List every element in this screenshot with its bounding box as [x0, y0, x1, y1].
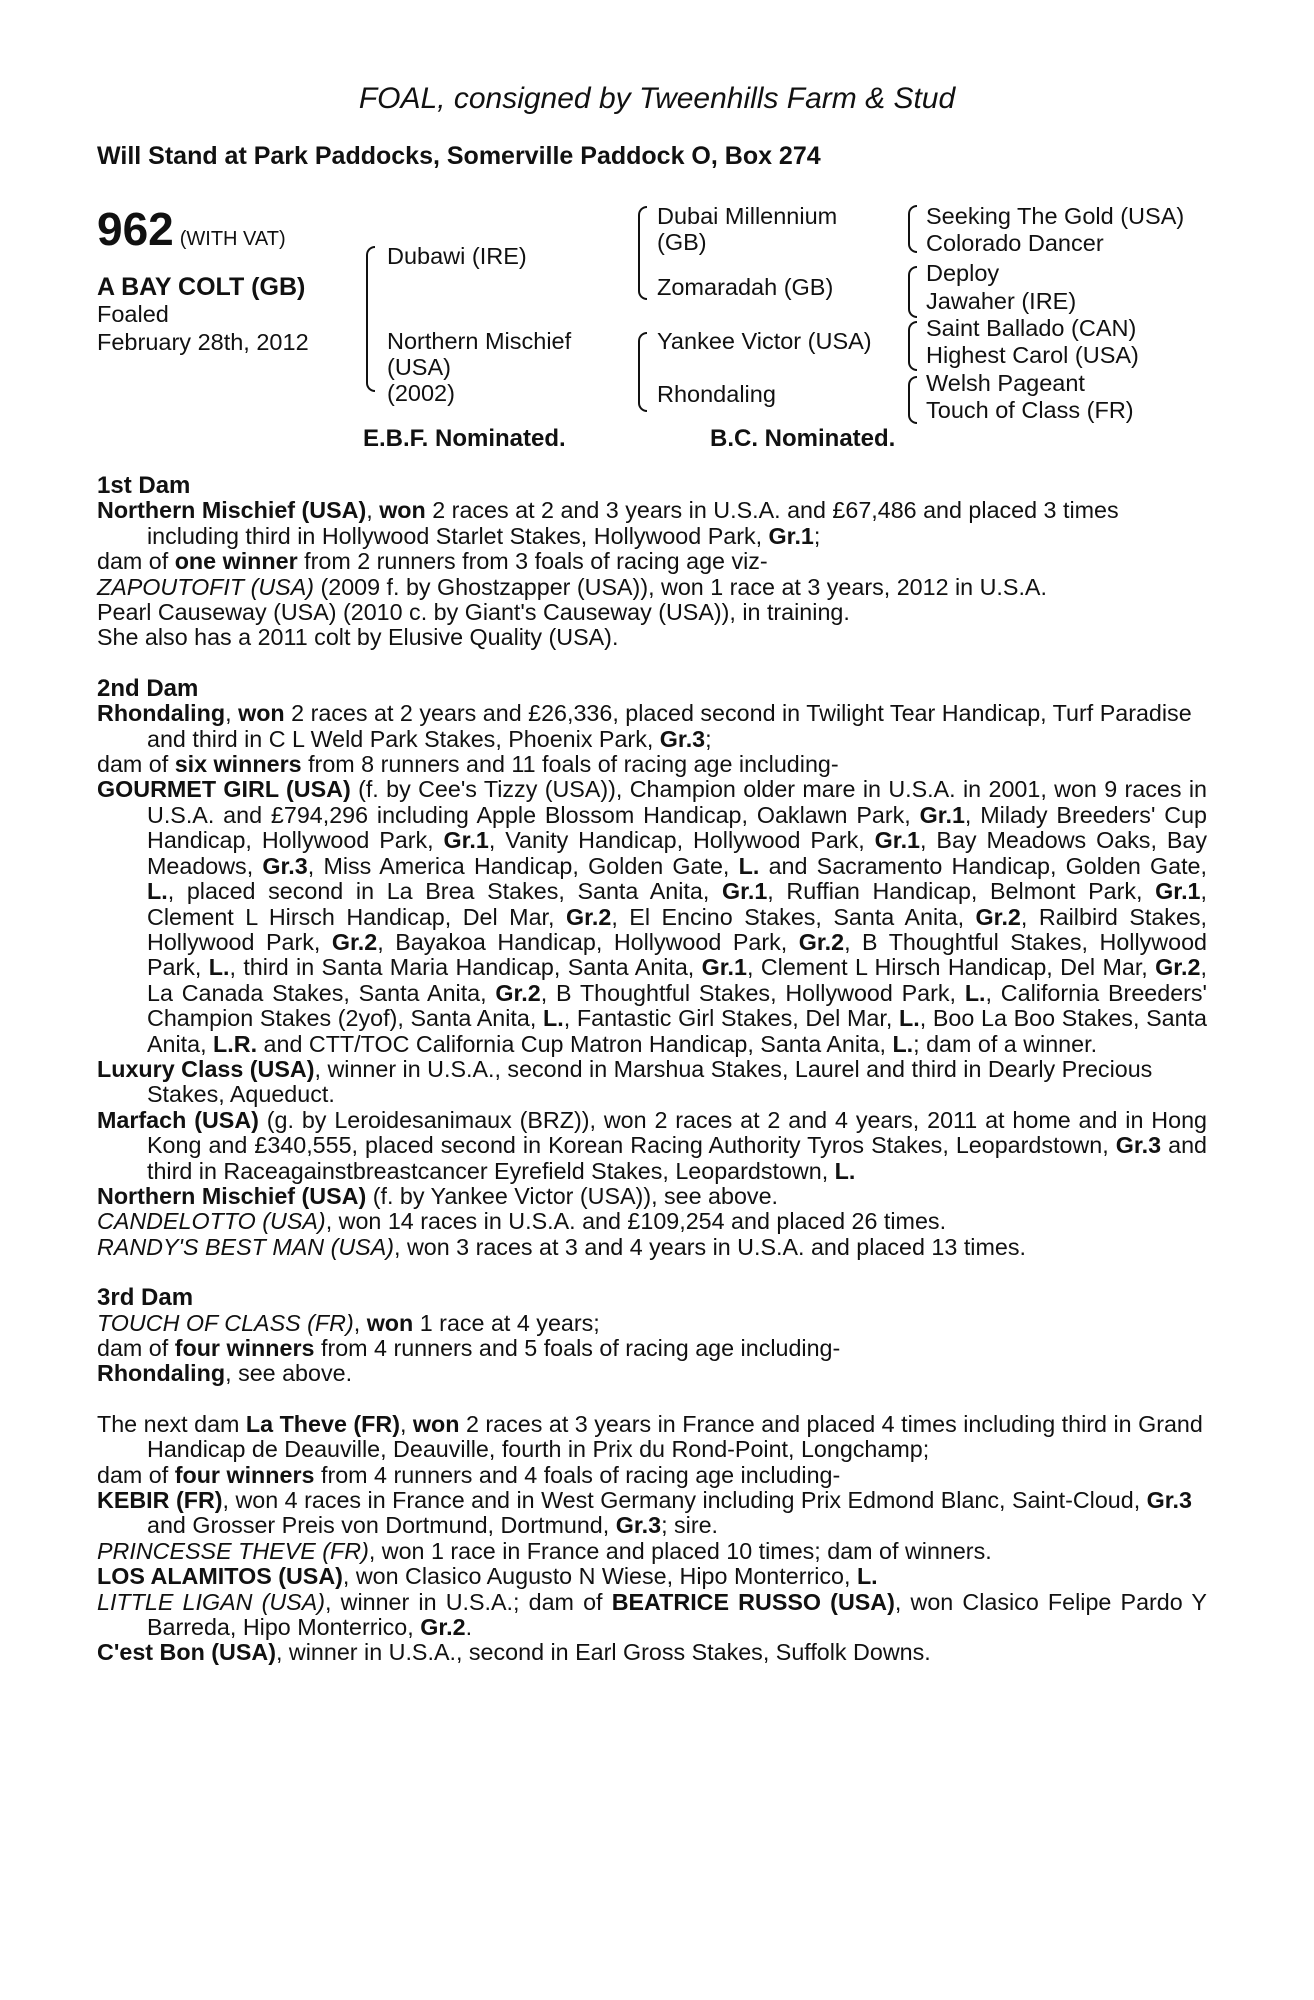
- second-dam-produce-summary: dam of six winners from 8 runners and 11 foals of racing age including-: [97, 751, 839, 778]
- third-dam-entry: TOUCH OF CLASS (FR), won 1 race at 4 years;: [97, 1309, 600, 1336]
- produce-randys-best-man: RANDY'S BEST MAN (USA), won 3 races at 3 and 4 years in U.S.A. and placed 13 times.: [97, 1233, 1026, 1260]
- first-dam-note: She also has a 2011 colt by Elusive Quality (USA).: [97, 624, 619, 651]
- produce-los-alamitos: LOS ALAMITOS (USA), won Clasico Augusto N Wiese, Hipo Monterrico, L.: [97, 1563, 878, 1590]
- pedigree-g5: Saint Ballado (CAN): [926, 315, 1137, 341]
- pedigree-sire: Dubawi (IRE): [387, 243, 527, 269]
- second-dam-heading: 2nd Dam: [97, 674, 199, 702]
- next-dam-entry: The next dam La Theve (FR), won 2 races at 3 years in France and placed 4 times including third in Grand Handicap de Deauville, Deauville, fourth in Prix du Rond-Point, Longchamp;: [97, 1410, 1203, 1463]
- pedigree-brace-g4: [908, 376, 917, 424]
- ebf-nominated: E.B.F. Nominated.: [363, 425, 566, 452]
- produce-gourmet-girl: GOURMET GIRL (USA) (f. by Cee's Tizzy (USA)), Champion older mare in U.S.A. in 2001, won 9 races in U.S.A. and £794,296 including Apple Blossom Handicap, Oaklawn Park, Gr.1, Milady Breeders' Cup Handicap, Hollywood Park, Gr.1, Vanity Handicap, Hollywood Park, Gr.1, Bay Meadows Oaks, Bay Meadows, Gr.3, Miss America Handicap, Golden Gate, L. and Sacramento Handicap, Golden Gate, L., placed second in La Brea Stakes, Santa Anita, Gr.1, Ruffian Handicap, Belmont Park, Gr.1, Clement L Hirsch Handicap, Del Mar, Gr.2, El Encino Stakes, Santa Anita, Gr.2, Railbird Stakes, Hollywood Park, Gr.2, Bayakoa Handicap, Hollywood Park, Gr.2, B Thoughtful Stakes, Hollywood Park, L., third in Santa Maria Handicap, Santa Anita, Gr.1, Clement L Hirsch Handicap, Del Mar, Gr.2, La Canada Stakes, Santa Anita, Gr.2, B Thoughtful Stakes, Hollywood Park, L., California Breeders' Champion Stakes (2yof), Santa Anita, L., Fantastic Girl Stakes, Del Mar, L., Boo La Boo Stakes, Santa Anita, L.R. and CTT/TOC California Cup Matron Handicap, Santa Anita, L.; dam of a winner.: [97, 776, 1208, 1057]
- pedigree-dam-name: Northern Mischief: [387, 328, 572, 354]
- vat-note: (WITH VAT): [179, 228, 286, 250]
- pedigree-brace-dam: [638, 332, 647, 412]
- produce-pearl-causeway: Pearl Causeway (USA) (2010 c. by Giant's Causeway (USA)), in training.: [97, 599, 850, 626]
- first-dam-heading: 1st Dam: [97, 472, 191, 499]
- pedigree-brace-g3: [908, 321, 917, 371]
- pedigree-sire-sire-country: (GB): [657, 229, 707, 255]
- pedigree-g4: Jawaher (IRE): [926, 288, 1077, 314]
- first-dam-produce-summary: dam of one winner from 2 runners from 3 foals of racing age viz-: [97, 548, 768, 575]
- pedigree-sire-dam: Zomaradah (GB): [657, 274, 834, 300]
- produce-marfach: Marfach (USA) (g. by Leroidesanimaux (BRZ)), won 2 races at 2 and 4 years, 2011 at home and in Hong Kong and £340,555, placed second in Korean Racing Authority Tyros Stakes, Leopardstown, Gr.3 and third in Raceagainstbreastcancer Eyrefield Stakes, Leopardstown, L.: [97, 1106, 1207, 1184]
- pedigree-dam-country: (USA): [387, 354, 451, 380]
- produce-zapoutofit: ZAPOUTOFIT (USA) (2009 f. by Ghostzapper (USA)), won 1 race at 3 years, 2012 in U.S.A.: [97, 573, 1047, 600]
- pedigree-dam-year: (2002): [387, 380, 455, 406]
- pedigree-sire-sire: [657, 203, 837, 255]
- pedigree-sire-sire-name: Dubai Millennium: [657, 203, 838, 229]
- consignor-heading: FOAL, consigned by Tweenhills Farm & Stud: [358, 82, 956, 115]
- produce-northern-mischief: Northern Mischief (USA) (f. by Yankee Victor (USA)), see above.: [97, 1182, 779, 1209]
- pedigree-g1: Seeking The Gold (USA): [926, 203, 1185, 229]
- pedigree-g7: Welsh Pageant: [926, 370, 1085, 396]
- foaled-info: [97, 300, 309, 356]
- produce-cest-bon: C'est Bon (USA), winner in U.S.A., second in Earl Gross Stakes, Suffolk Downs.: [97, 1639, 931, 1666]
- foaled-label: Foaled: [97, 301, 169, 327]
- pedigree-g8: Touch of Class (FR): [926, 397, 1134, 423]
- catalogue-body: [97, 473, 1207, 1666]
- pedigree-brace-g2: [908, 266, 917, 318]
- pedigree-dam: [387, 328, 571, 406]
- third-dam-heading: 3rd Dam: [97, 1284, 194, 1312]
- stand-location: Will Stand at Park Paddocks, Somerville Paddock O, Box 274: [97, 142, 821, 170]
- pedigree-brace-sire: [638, 206, 647, 300]
- second-dam-entry: Rhondaling, won 2 races at 2 years and £26,336, placed second in Twilight Tear Handicap, Turf Paradise and third in C L Weld Park Stakes, Phoenix Park, Gr.3;: [97, 700, 1192, 752]
- pedigree-dam-sire: Yankee Victor (USA): [657, 328, 872, 354]
- pedigree-dam-dam: Rhondaling: [657, 381, 776, 407]
- next-dam-produce-summary: dam of four winners from 4 runners and 4 foals of racing age including-: [97, 1461, 841, 1488]
- pedigree-brace-main: [366, 246, 375, 392]
- first-dam-entry: Northern Mischief (USA), won 2 races at 2 and 3 years in U.S.A. and £67,486 and placed 3 times including third in Hollywood Starlet Stakes, Hollywood Park, Gr.1;: [97, 497, 1119, 549]
- produce-princesse-theve: PRINCESSE THEVE (FR), won 1 race in France and placed 10 times; dam of winners.: [97, 1537, 992, 1564]
- bc-nominated: B.C. Nominated.: [710, 425, 896, 452]
- produce-kebir: KEBIR (FR), won 4 races in France and in West Germany including Prix Edmond Blanc, Saint-Cloud, Gr.3 and Grosser Preis von Dortmund, Dortmund, Gr.3; sire.: [97, 1487, 1192, 1539]
- produce-luxury-class: Luxury Class (USA), winner in U.S.A., second in Marshua Stakes, Laurel and third in Dearly Precious Stakes, Aqueduct.: [97, 1055, 1153, 1108]
- foaled-date: February 28th, 2012: [97, 329, 309, 355]
- third-dam-produce-summary: dam of four winners from 4 runners and 5 foals of racing age including-: [97, 1335, 841, 1361]
- produce-little-ligan: LITTLE LIGAN (USA), winner in U.S.A.; dam of BEATRICE RUSSO (USA), won Clasico Felipe Pardo Y Barreda, Hipo Monterrico, Gr.2.: [97, 1588, 1207, 1641]
- lot-number-value: 962: [97, 203, 174, 255]
- produce-candelotto: CANDELOTTO (USA), won 14 races in U.S.A. and £109,254 and placed 26 times.: [97, 1208, 947, 1235]
- produce-rhondaling: Rhondaling, see above.: [97, 1360, 353, 1387]
- pedigree-g2: Colorado Dancer: [926, 230, 1104, 256]
- pedigree-g6: Highest Carol (USA): [926, 342, 1139, 368]
- lot-title: A BAY COLT (GB): [97, 273, 306, 301]
- lot-number: [97, 205, 286, 263]
- pedigree-g3: Deploy: [926, 260, 1000, 286]
- pedigree-brace-g1: [908, 205, 917, 253]
